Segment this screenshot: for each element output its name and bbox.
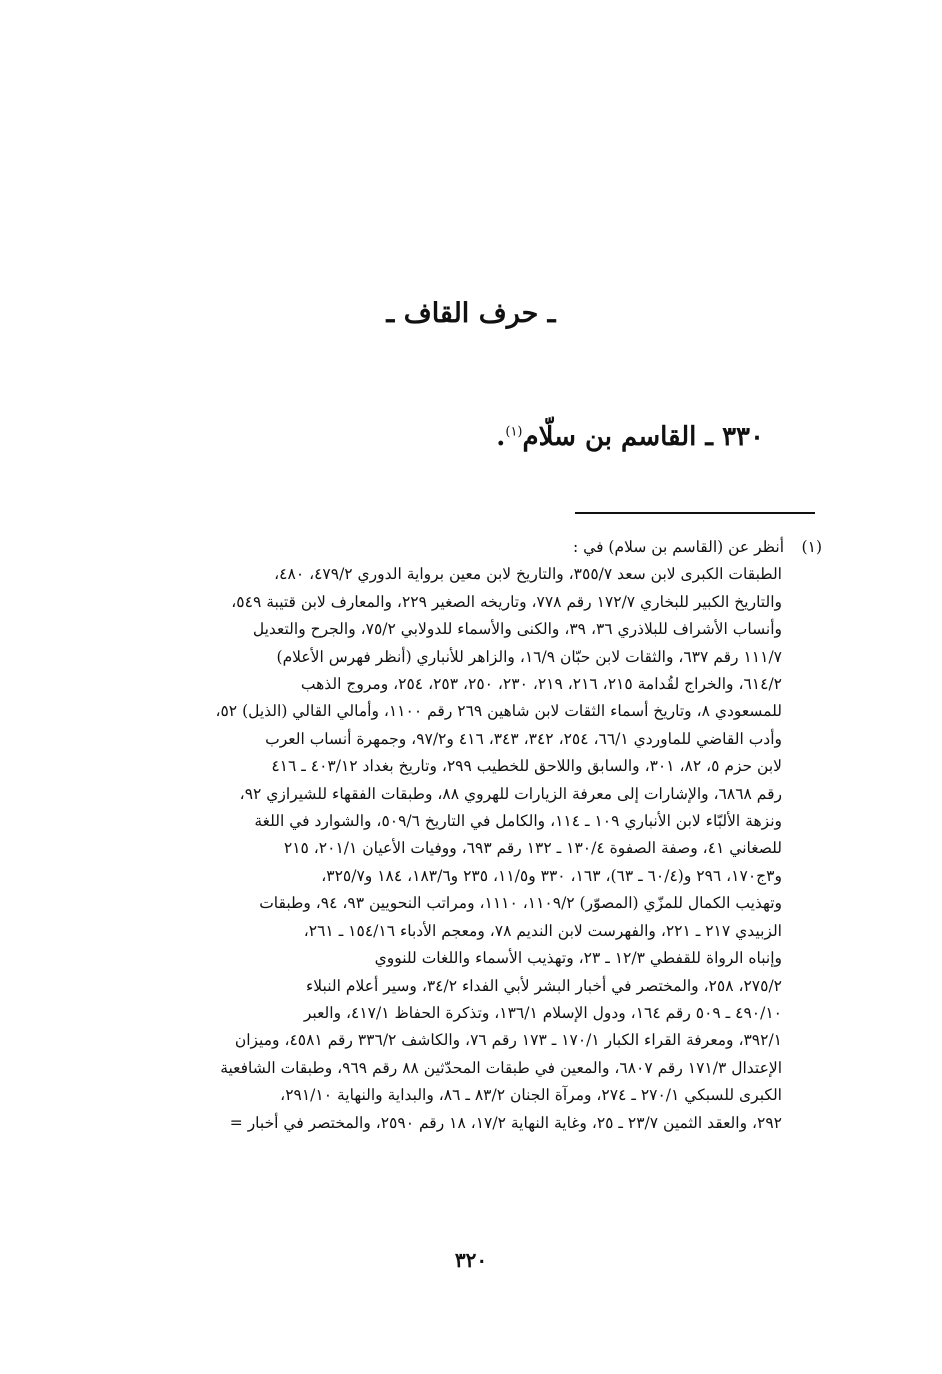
- footnote-line: رقم ٦٨٦٨، والإشارات إلى معرفة الزيارات للهروي ٨٨، وطبقات الفقهاء للشيرازي ٩٢،: [239, 784, 782, 803]
- footnote-line: ٢٩٢، والعقد الثمين ٢٣/٧ ـ ٢٥، وغاية النهاية ١٧/٢، ١٨ رقم ٢٥٩٠، والمختصر في أخبار =: [229, 1113, 782, 1132]
- footnote-line: للمسعودي ٨، وتاريخ أسماء الثقات لابن شاهين ٢٦٩ رقم ١١٠٠، وأمالي القالي (الذيل) ٥٢،: [215, 702, 782, 721]
- footnote-body: [100, 561, 822, 1137]
- footnote-line: و٣ج١٧٠، ٢٩٦ و(٦٠/٤ ـ ٦٣)، ١٦٣، ٣٣٠ و١١/٥، ٢٣٥ و١٨٣/٦، ١٨٤ و٣٢٥/٧،: [321, 866, 782, 885]
- footnote-line: ٣٩٢/١، ومعرفة القراء الكبار ١٧٠/١ ـ ١٧٣ رقم ٧٦، والكاشف ٣٣٦/٢ رقم ٤٥٨١، وميزان: [234, 1031, 782, 1050]
- chapter-title: ـ حرف القاف ـ: [386, 298, 556, 329]
- footnote-line: ٤٩٠/١٠ ـ ٥٠٩ رقم ١٦٤، ودول الإسلام ١٣٦/١، وتذكرة الحفاظ ٤١٧/١، والعبر: [303, 1003, 782, 1022]
- footnote-marker: (١): [801, 538, 822, 556]
- entry-number: ٣٣٠: [722, 422, 764, 452]
- footnote-line: لابن حزم ٥، ٨٢، ٣٠١، والسابق واللاحق للخطيب ٢٩٩، وتاريخ بغداد ٤٠٣/١٢ ـ ٤١٦: [271, 757, 782, 776]
- footnote-line: وتهذيب الكمال للمزّي (المصوّر) ١١٠٩/٢، ١١١٠، ومراتب النحويين ٩٣، ٩٤، وطبقات: [259, 894, 782, 913]
- footnote-intro-line: [100, 534, 822, 561]
- entry-name: القاسم بن سلّام: [522, 422, 697, 452]
- footnote-line: الكبرى للسبكي ٢٧٠/١ ـ ٢٧٤، ومرآة الجنان ٨٣/٢ ـ ٨٦، والبداية والنهاية ٢٩١/١٠،: [280, 1086, 782, 1105]
- footnote-line: ١١١/٧ رقم ٦٣٧، والثقات لابن حبّان ١٦/٩، والزاهر للأنباري (أنظر فهرس الأعلام): [276, 647, 782, 666]
- footnote-line: الزبيدي ٢١٧ ـ ٢٢١، والفهرست لابن النديم ٧٨، ومعجم الأدباء ١٥٤/١٦ ـ ٢٦١،: [303, 921, 782, 940]
- footnote-intro: أنظر عن (القاسم بن سلام) في :: [573, 538, 784, 556]
- footnote: [100, 534, 822, 1137]
- footnote-line: وأنساب الأشراف للبلاذري ٣٦، ٣٩، والكنى والأسماء للدولابي ٧٥/٢، والجرح والتعديل: [252, 620, 782, 639]
- entry-separator: ـ: [705, 422, 714, 452]
- footnote-line: الطبقات الكبرى لابن سعد ٣٥٥/٧، والتاريخ لابن معين برواية الدوري ٤٧٩/٢، ٤٨٠،: [274, 565, 782, 584]
- footnote-line: والتاريخ الكبير للبخاري ١٧٢/٧ رقم ٧٧٨، وتاريخه الصغير ٢٢٩، والمعارف لابن قتيبة ٥٤٩،: [231, 592, 782, 611]
- footnote-line: ٢٧٥/٢، ٢٥٨، والمختصر في أخبار البشر لأبي الفداء ٣٤/٢، وسير أعلام النبلاء: [306, 976, 782, 995]
- entry-heading: [496, 422, 764, 452]
- footnote-line: الإعتدال ١٧١/٣ رقم ٦٨٠٧، والمعين في طبقات المحدّثين ٨٨ رقم ٩٦٩، وطبقات الشافعية: [220, 1058, 782, 1077]
- entry-footnote-ref[interactable]: (١): [505, 424, 523, 440]
- entry-terminator: .: [496, 422, 506, 452]
- footnote-line: للصغاني ٤١، وصفة الصفوة ١٣٠/٤ ـ ١٣٢ رقم ٦٩٣، ووفيات الأعيان ٢٠١/١، ٢١٥: [283, 839, 782, 858]
- footnote-line: ونزهة الألبّاء لابن الأنباري ١٠٩ ـ ١١٤، والكامل في التاريخ ٥٠٩/٦، والشوارد في اللغة: [254, 812, 782, 831]
- footnote-divider: [575, 512, 815, 514]
- footnote-line: وأدب القاضي للماوردي ٦٦/١، ٢٥٤، ٣٤٢، ٣٤٣، ٤١٦ و٩٧/٢، وجمهرة أنساب العرب: [265, 729, 782, 748]
- footnote-line: وإنباه الرواة للقفطي ١٢/٣ ـ ٢٣، وتهذيب الأسماء واللغات للنووي: [374, 949, 782, 968]
- page-number: ٣٢٠: [454, 1248, 488, 1272]
- footnote-line: ٦١٤/٢، والخراج لقُدامة ٢١٥، ٢١٦، ٢١٩، ٢٣٠، ٢٥٠، ٢٥٣، ٢٥٤، ومروج الذهب: [300, 675, 782, 694]
